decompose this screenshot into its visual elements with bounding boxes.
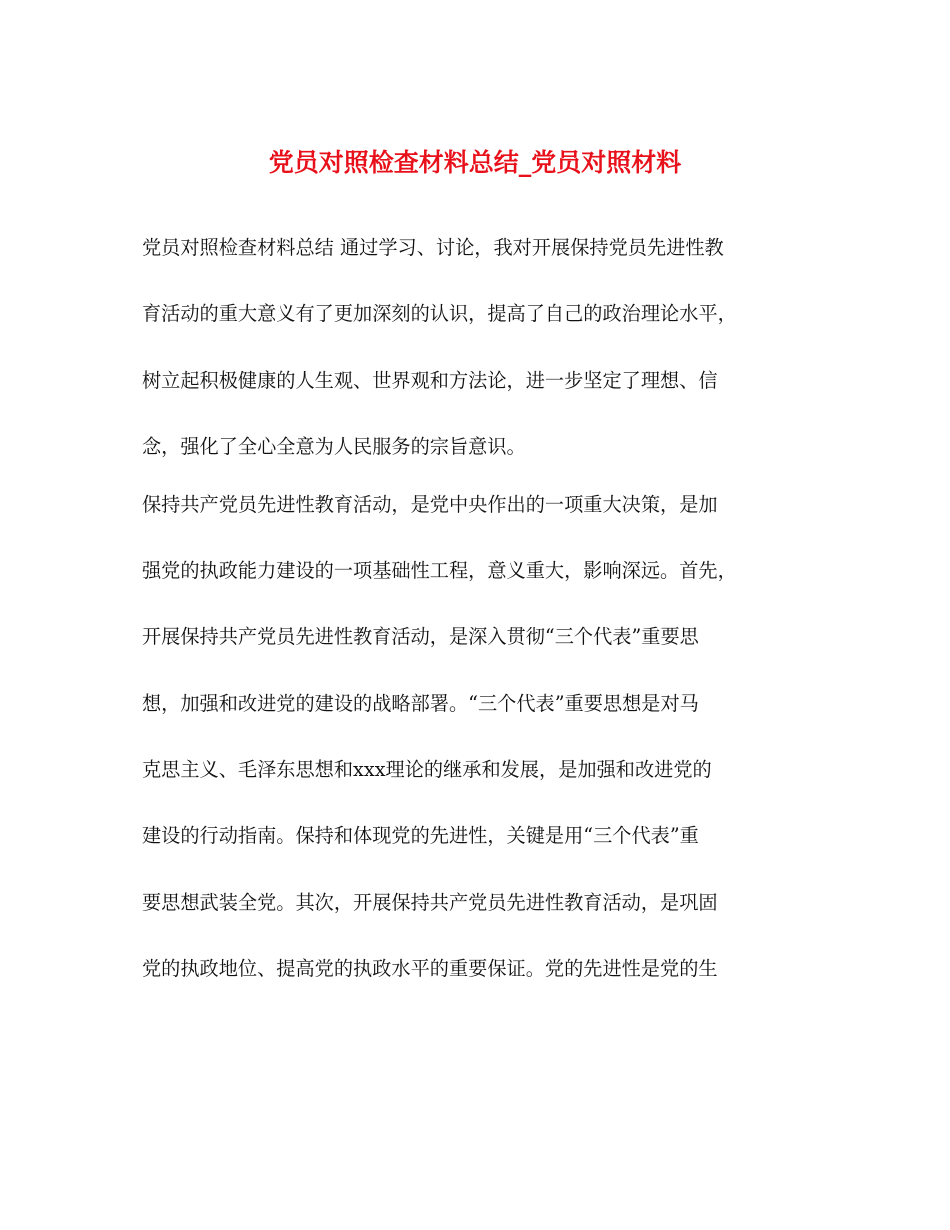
text-line: 开展保持共产党员先进性教育活动，是深入贯彻“三个代表”重要思 bbox=[142, 625, 699, 649]
text-line: 克思主义、毛泽东思想和xxx理论的继承和发展，是加强和改进党的 bbox=[142, 758, 712, 782]
document-title: 党员对照检查材料总结_党员对照材料 bbox=[268, 148, 682, 177]
text-line: 要思想武装全党。其次，开展保持共产党员先进性教育活动，是巩固 bbox=[142, 890, 718, 914]
text-line: 育活动的重大意义有了更加深刻的认识，提高了自己的政治理论水平， bbox=[142, 302, 737, 326]
text-line: 强党的执政能力建设的一项基础性工程，意义重大，影响深远。首先， bbox=[142, 559, 737, 583]
text-line: 建设的行动指南。保持和体现党的先进性，关键是用“三个代表”重 bbox=[142, 824, 699, 848]
text-line: 念，强化了全心全意为人民服务的宗旨意识。 bbox=[142, 434, 526, 458]
paragraph-2 bbox=[142, 483, 807, 991]
text-line: 想，加强和改进党的建设的战略部署。“三个代表”重要思想是对马 bbox=[142, 691, 699, 715]
text-line: 保持共产党员先进性教育活动，是党中央作出的一项重大决策，是加 bbox=[142, 492, 718, 516]
text-line: 党员对照检查材料总结 通过学习、讨论，我对开展保持党员先进性教 bbox=[142, 236, 724, 259]
document-body bbox=[142, 226, 807, 1013]
paragraph-1 bbox=[142, 226, 807, 469]
text-line: 树立起积极健康的人生观、世界观和方法论，进一步坚定了理想、信 bbox=[142, 368, 718, 392]
text-line: 党的执政地位、提高党的执政水平的重要保证。党的先进性是党的生 bbox=[142, 956, 718, 980]
